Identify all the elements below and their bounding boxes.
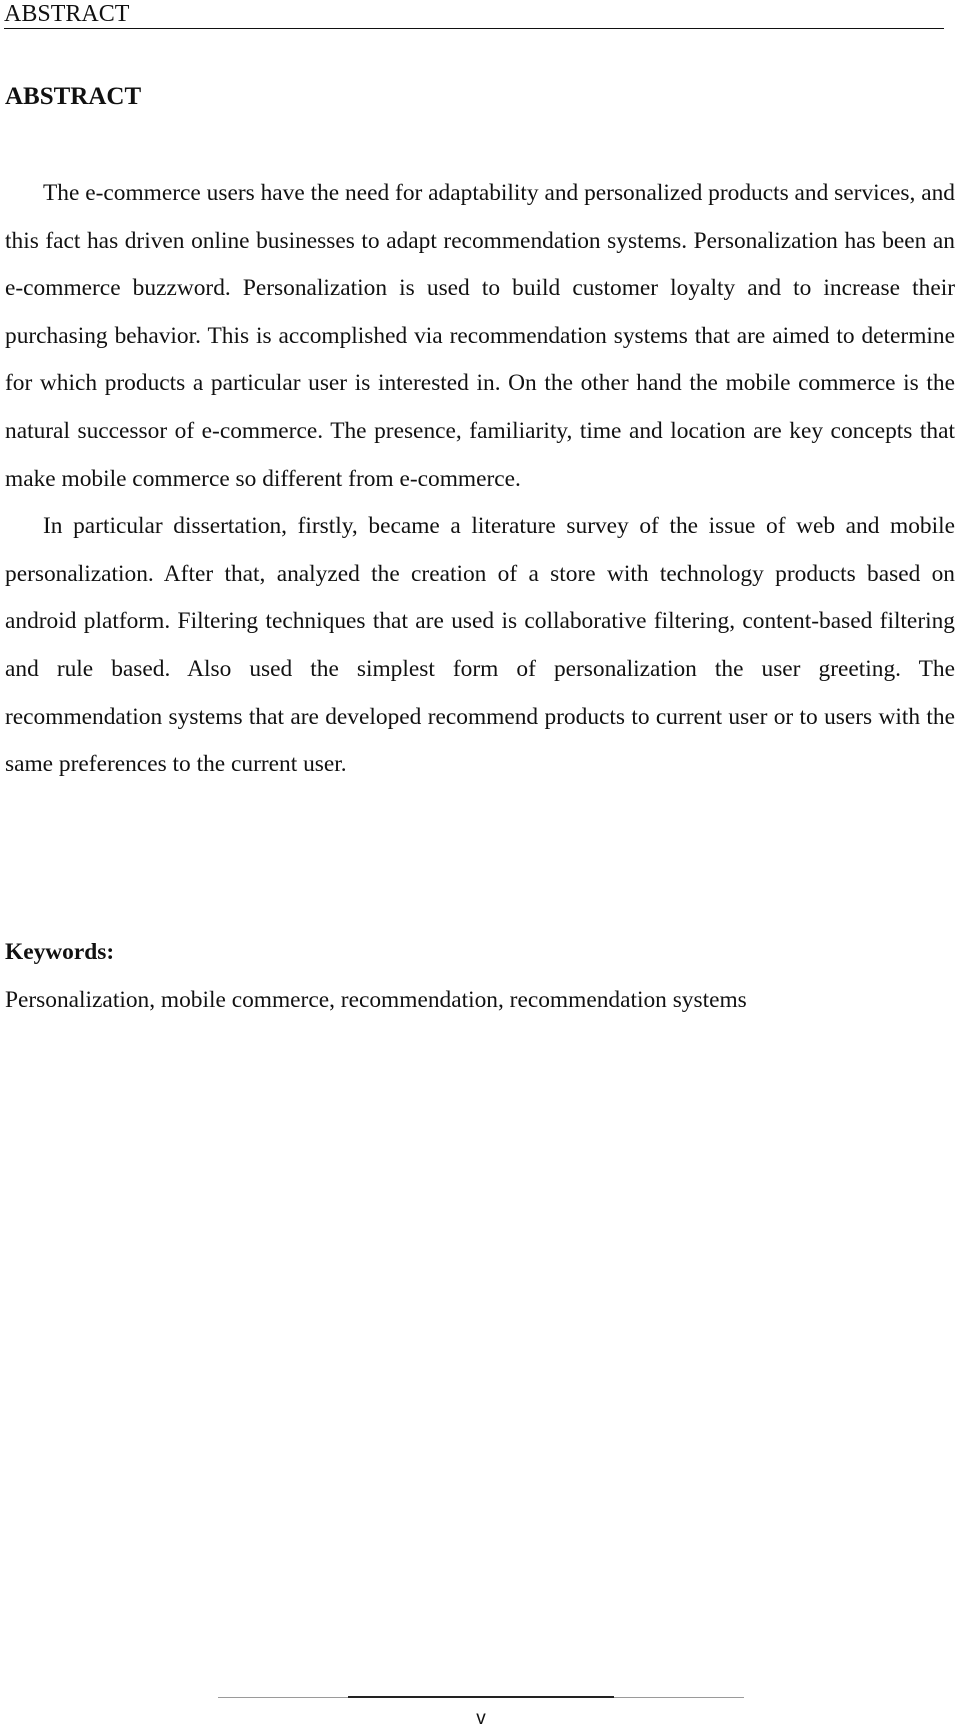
- page-number: v: [476, 1708, 486, 1729]
- abstract-paragraph-1: The e-commerce users have the need for adaptability and personalized products and services, and this fact has driven online businesses to adapt recommendation systems. Personalization has been an e-commerce buzzword. Personalization is used to build customer loyalty and to increase their purchasing behavior. This is accomplished via recommendation systems that are aimed to determine for which products a particular user is interested in. On the other hand the mobile commerce is the natural successor of e-commerce. The presence, familiarity, time and location are key concepts that make mobile commerce so different from e-commerce.: [5, 180, 955, 492]
- running-header: [4, 0, 944, 29]
- footer-divider-thick: [348, 1696, 614, 1698]
- keywords-text: Personalization, mobile commerce, recommendation, recommendation systems: [5, 987, 747, 1013]
- keywords-label: Keywords:: [5, 939, 115, 965]
- running-header-title: ABSTRACT: [4, 1, 130, 27]
- section-title: ABSTRACT: [5, 83, 142, 110]
- abstract-body: [5, 170, 955, 789]
- abstract-paragraph-2: In particular dissertation, firstly, became a literature survey of the issue of web and mobile personalization. After that, analyzed the creation of a store with technology products based on android platform. Filtering techniques that are used is collaborative filtering, content-based filtering and rule based. Also used the simplest form of personalization the user greeting. The recommendation systems that are developed recommend products to current user or to users with the same preferences to the current user.: [5, 513, 955, 778]
